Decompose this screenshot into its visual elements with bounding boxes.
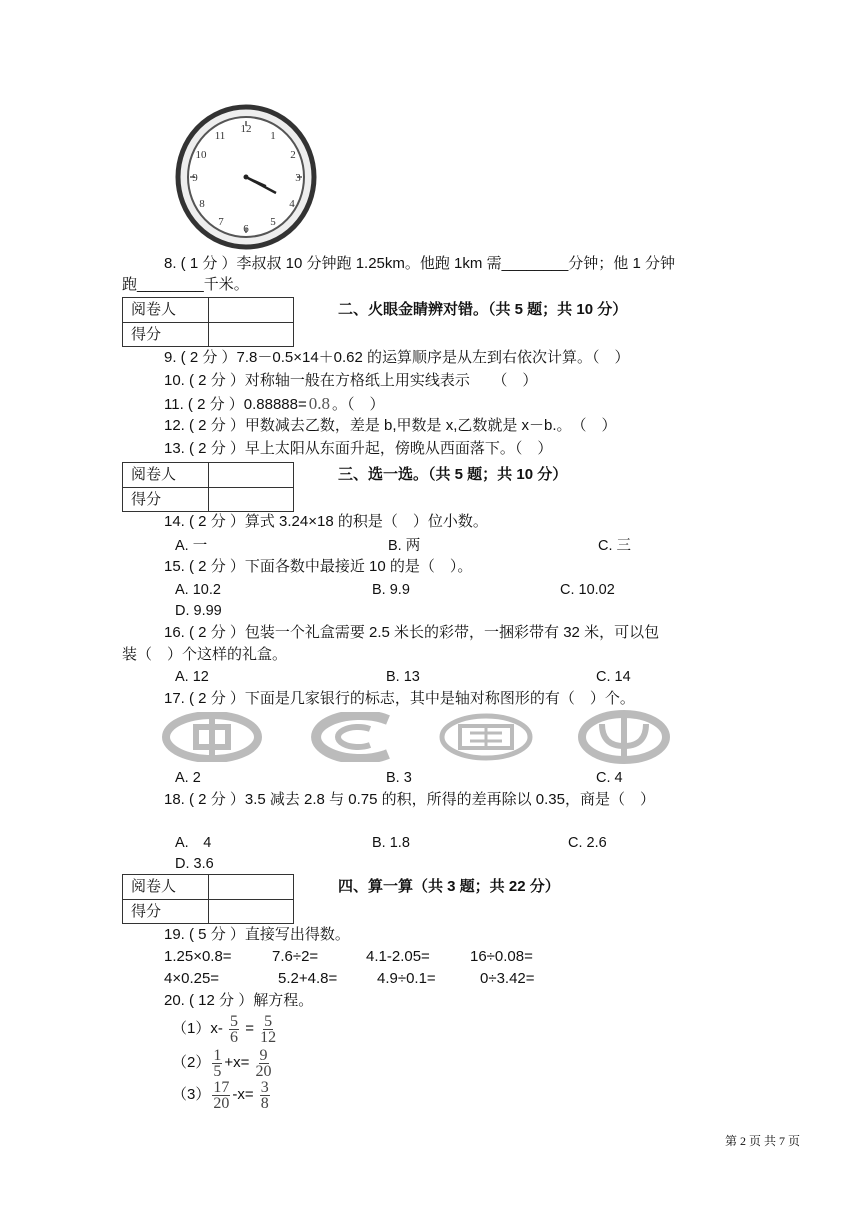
- numerator: 9: [259, 1046, 268, 1064]
- section-2-title: 二、火眼金睛辨对错。（共 5 题；共 10 分）: [338, 301, 628, 318]
- eq2-fraction-1: [212, 1048, 222, 1079]
- eq1-equals: =: [245, 1020, 254, 1037]
- q18-option-c: C. 2.6: [568, 835, 607, 851]
- q19-item: 4.1-2.05=: [366, 948, 430, 965]
- clock-number-1: 1: [270, 130, 276, 142]
- eq2-fraction-2: [256, 1048, 272, 1079]
- q13: 13. ( 2 分 ）早上太阳从东面升起，傍晚从西面落下。（ ）: [164, 440, 553, 457]
- q19-item: 7.6÷2=: [272, 948, 319, 965]
- eq3-fraction-1: [212, 1080, 230, 1111]
- clock-number-10: 10: [195, 149, 207, 161]
- q17-option-c: C. 4: [596, 770, 623, 786]
- eq1-fraction-1: [229, 1014, 239, 1045]
- denominator: 6: [230, 1028, 239, 1046]
- denominator: 20: [255, 1062, 272, 1080]
- grader-box: [122, 462, 294, 512]
- q15-stem: 15. ( 2 分 ）下面各数中最接近 10 的是（ ）。: [164, 558, 473, 575]
- q12: 12. ( 2 分 ）甲数减去乙数，差是 b,甲数是 x,乙数就是 x－b.。 （ ）: [164, 417, 617, 434]
- q11-stem: 11. ( 2 分 ）0.88888=: [164, 396, 307, 413]
- q15-option-d: D. 9.99: [175, 603, 222, 619]
- eq2-label: （2）: [172, 1054, 211, 1071]
- q19-stem: 19. ( 5 分 ）直接写出得数。: [164, 926, 350, 943]
- q14-option-b: B. 两: [388, 538, 421, 554]
- clock-number-3: 3: [295, 172, 301, 184]
- q18-option-d: D. 3.6: [175, 856, 214, 872]
- score-label: 得分: [123, 488, 209, 512]
- numerator: 3: [260, 1078, 269, 1096]
- clock-number-8: 8: [199, 198, 205, 210]
- q18-option-a: A. 4: [175, 835, 212, 851]
- q15-option-b: B. 9.9: [372, 582, 410, 598]
- grader-label: 阅卷人: [123, 298, 209, 322]
- score-label: 得分: [123, 323, 209, 347]
- clock-image: [174, 104, 318, 250]
- q20-equation-3: [172, 1078, 272, 1112]
- clock-number-9: 9: [192, 172, 198, 184]
- denominator: 8: [260, 1094, 269, 1112]
- q16-stem-line2: 装（ ）个这样的礼盒。: [122, 646, 288, 663]
- eq3-label: （3）: [172, 1086, 211, 1103]
- clock-number-7: 7: [218, 216, 224, 228]
- q14-option-c: C. 三: [598, 538, 632, 554]
- q16-option-b: B. 13: [386, 669, 420, 685]
- denominator: 20: [213, 1094, 230, 1112]
- q20-equation-1: [172, 1012, 278, 1046]
- q16-option-c: C. 14: [596, 669, 631, 685]
- grader-label: 阅卷人: [123, 875, 209, 899]
- clock-number-2: 2: [290, 149, 296, 161]
- bank-logo-2-image: [300, 712, 400, 762]
- q11-repeating-decimal: 0.8: [308, 394, 330, 413]
- q19-item: 5.2+4.8=: [278, 970, 338, 987]
- q20-stem: 20. ( 12 分 ）解方程。: [164, 992, 314, 1009]
- q8-line2: 跑________千米。: [122, 276, 249, 293]
- q19-item: 16÷0.08=: [470, 948, 533, 965]
- eq1-label: （1）x-: [172, 1020, 223, 1037]
- numerator: 5: [264, 1012, 273, 1030]
- q19-item: 0÷3.42=: [480, 970, 535, 987]
- q14-stem: 14. ( 2 分 ）算式 3.24×18 的积是（ ）位小数。: [164, 513, 488, 530]
- numerator: 17: [213, 1078, 230, 1096]
- q15-option-a: A. 10.2: [175, 582, 221, 598]
- q17-option-b: B. 3: [386, 770, 412, 786]
- numerator: 5: [230, 1012, 239, 1030]
- denominator: 12: [260, 1028, 277, 1046]
- clock-number-4: 4: [289, 198, 295, 210]
- eq3-fraction-2: [260, 1080, 270, 1111]
- q16-stem-line1: 16. ( 2 分 ）包装一个礼盒需要 2.5 米长的彩带，一捆彩带有 32 米，可以包: [164, 624, 660, 641]
- q19-item: 4.9÷0.1=: [377, 970, 436, 987]
- q19-item: 4×0.25=: [164, 970, 220, 987]
- score-label: 得分: [123, 900, 209, 924]
- bank-logo-1-image: [162, 712, 262, 762]
- page-footer: 第 2 页 共 7 页: [724, 1134, 800, 1148]
- q17-option-a: A. 2: [175, 770, 201, 786]
- grader-box: [122, 874, 294, 924]
- clock-number-5: 5: [270, 216, 276, 228]
- q11-tail: 。（ ）: [331, 396, 385, 413]
- q11: [164, 394, 385, 415]
- grader-box: [122, 297, 294, 347]
- bank-logo-3-image: [436, 712, 536, 762]
- clock-number-12: 12: [240, 123, 252, 135]
- grader-label: 阅卷人: [123, 463, 209, 487]
- q19-item: 1.25×0.8=: [164, 948, 232, 965]
- q14-option-a: A. 一: [175, 538, 208, 554]
- q10: 10. ( 2 分 ）对称轴一般在方格纸上用实线表示 （ ）: [164, 372, 538, 389]
- denominator: 5: [213, 1062, 222, 1080]
- eq1-fraction-2: [260, 1014, 276, 1045]
- bank-logo-4-image: [576, 710, 672, 764]
- q17-stem: 17. ( 2 分 ）下面是几家银行的标志，其中是轴对称图形的有（ ）个。: [164, 690, 635, 707]
- q9: 9. ( 2 分 ）7.8－0.5×14＋0.62 的运算顺序是从左到右依次计算。（ ）: [164, 349, 630, 366]
- q18-stem: 18. ( 2 分 ）3.5 减去 2.8 与 0.75 的积，所得的差再除以 0.35，商是（ ）: [164, 791, 655, 808]
- numerator: 1: [213, 1046, 222, 1064]
- clock-number-11: 11: [214, 130, 226, 142]
- clock-number-6: 6: [243, 223, 249, 235]
- q20-equation-2: [172, 1046, 274, 1080]
- q8-line1: 8. ( 1 分 ）李叔叔 10 分钟跑 1.25km。他跑 1km 需________分钟；他 1 分钟: [164, 255, 675, 272]
- section-3-title: 三、选一选。（共 5 题；共 10 分）: [338, 466, 568, 483]
- q16-option-a: A. 12: [175, 669, 209, 685]
- q18-option-b: B. 1.8: [372, 835, 410, 851]
- eq2-mid: +x=: [224, 1054, 250, 1071]
- section-4-title: 四、算一算（共 3 题；共 22 分）: [338, 878, 560, 895]
- eq3-mid: -x=: [232, 1086, 254, 1103]
- q15-option-c: C. 10.02: [560, 582, 615, 598]
